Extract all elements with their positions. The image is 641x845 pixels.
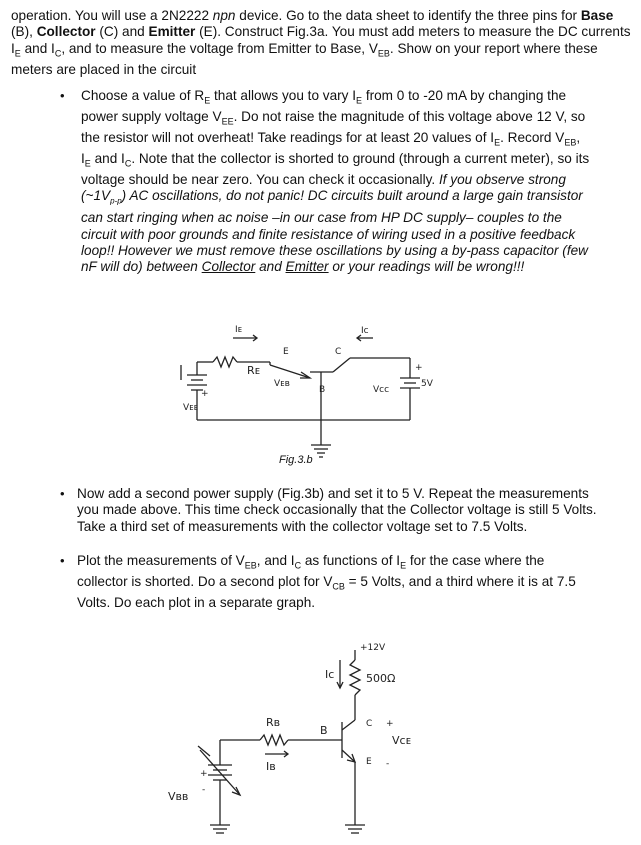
re-label: Rᴇ (247, 364, 261, 377)
collector-label-2: C (366, 719, 373, 729)
vee-label: Vᴇᴇ (183, 403, 198, 413)
vce-plus: + (386, 719, 394, 729)
collector-label: C (335, 347, 342, 357)
ib-label: Iʙ (266, 760, 276, 773)
rb-label: Rʙ (266, 716, 281, 729)
vce-minus: - (386, 759, 390, 769)
bullet-2-text: Now add a second power supply (Fig.3b) and set it to 5 V. Repeat the measurements you made above. This time check occasionally that the Collector voltage is still 5 Volts. Take a third set of measurements with the collector voltage set to 7.5 Volts. (77, 486, 597, 534)
vcc-plus: + (415, 363, 423, 373)
ic-label: Iᴄ (361, 326, 369, 336)
vce-label: Vᴄᴇ (392, 734, 411, 747)
ic-label-2: Iᴄ (325, 668, 335, 681)
five-volt-label: 5V (421, 379, 433, 389)
veb-label: Vᴇʙ (274, 379, 290, 389)
ie-label: Iᴇ (235, 325, 243, 335)
figure-3c-circuit (160, 630, 460, 840)
bullet-dot: • (60, 553, 65, 568)
plus-12v-label: +12V (360, 643, 386, 653)
vee-plus: + (201, 389, 209, 399)
vbb-label: Vʙʙ (168, 790, 189, 803)
resistor-500-label: 500Ω (366, 672, 396, 685)
bullet-dot: • (60, 88, 65, 103)
vbb-plus: + (200, 769, 208, 779)
intro-paragraph: operation. You will use a 2N2222 npn device. Go to the data sheet to identify the three pins for Base (B), Collector (C) and Emitter (E). Construct Fig.3a. You must add meters to measure the DC currents $I_E$ and $I_C$, and to measure the voltage from Emitter to Base, $V_{EB}$. Show on your report where these meters are placed in the circuit (11, 8, 631, 77)
emitter-label: E (283, 347, 289, 357)
vbb-minus: - (202, 785, 206, 795)
vcc-label: Vᴄᴄ (373, 385, 390, 395)
figure-3b-circuit (175, 320, 435, 465)
figure-caption: Fig.3.b (279, 454, 313, 466)
bullet-dot: • (60, 486, 65, 501)
base-label: B (319, 385, 326, 395)
base-label-2: B (320, 724, 328, 737)
bullet-1-text: Choose a value of $R_E$ that allows you to vary $I_E$ from 0 to -20 mA by changing the power supply voltage $V_{EE}$. Do not raise the magnitude of this voltage above 12 V, so the resistor will not overheat! Take readings for at least 20 values of $I_E$. Record $V_{EB}$, $I_E$ and $I_C$. Note that the collector is shorted to ground (through a current meter), so its voltage should be near zero. You can check it occasionally. If you observe strong $(\sim 1V_{p-p})$ AC oscillations, do not panic! DC circuits built around a large gain transistor can start ringing when ac noise –in our case from HP DC supply– couples to the circuit with poor grounds and finite resistance of wiring used in a positive feedback loop!! However we must remove these oscillations by using a by-pass capacitor (few nF will do) between Collector and Emitter or your readings will be wrong!!! (81, 88, 590, 275)
bullet-3-text: Plot the measurements of $V_{EB}$, and $I_C$ as functions of $I_E$ for the case where the collector is shorted. Do a second plot for $V_{CB} = 5$ Volts, and a third where it is at 7.5 Volts. Do each plot in a separate graph. (77, 553, 576, 611)
emitter-label-2: E (366, 757, 372, 767)
